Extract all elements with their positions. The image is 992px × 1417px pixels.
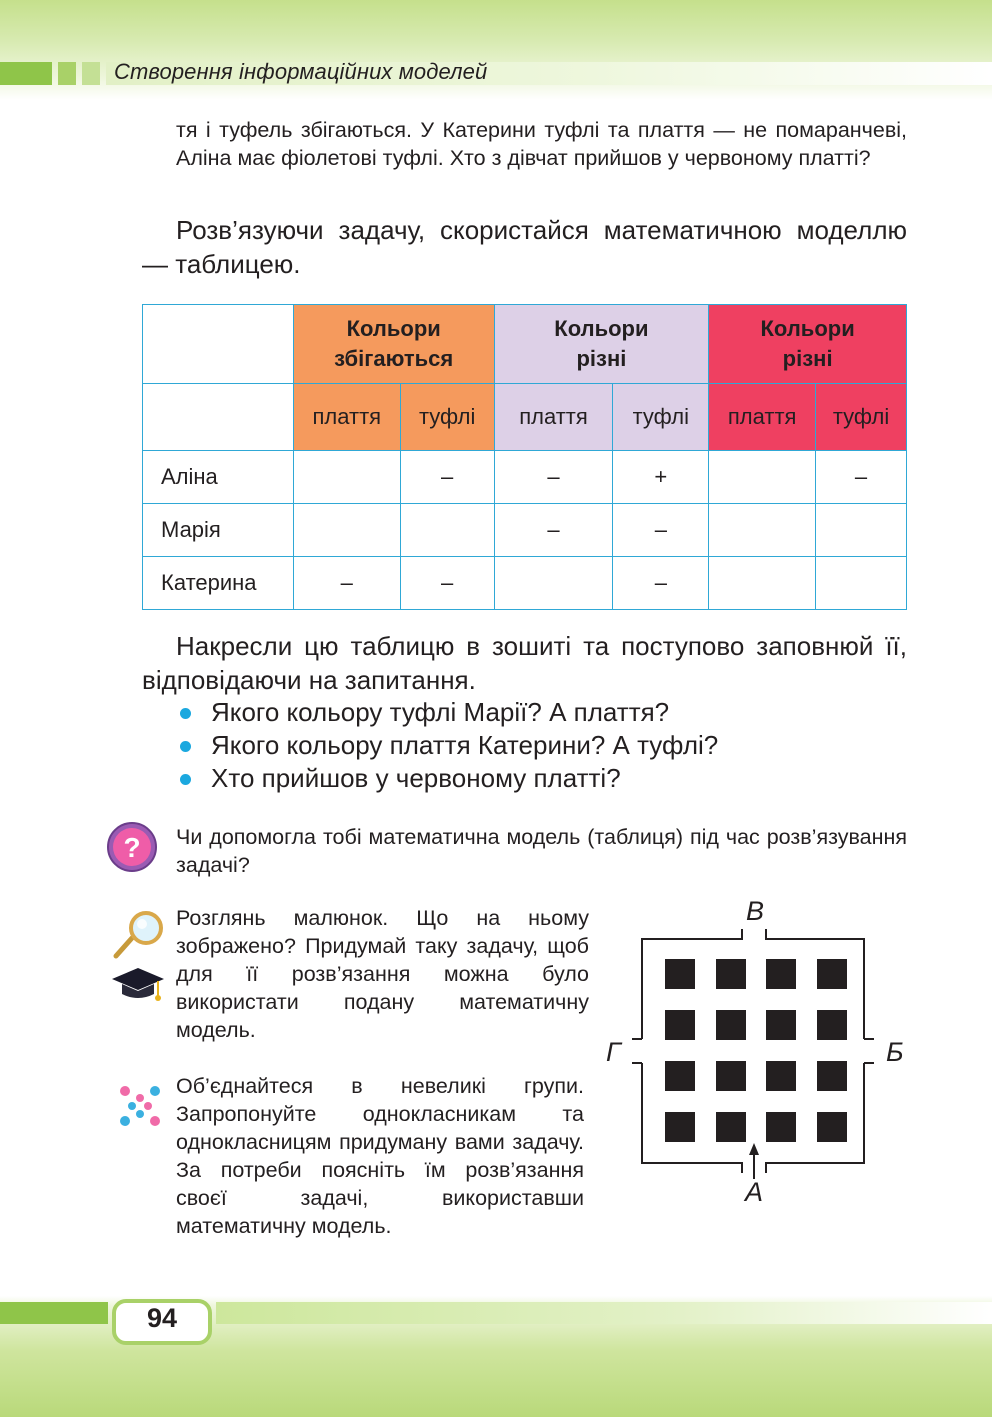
- subheader-cell: плаття: [293, 384, 400, 451]
- table-row: [143, 451, 907, 504]
- model-paragraph: Розв’язуючи задачу, скористайся математичною моделлю — таблицею.: [142, 215, 907, 279]
- task-draw-problem: Розглянь малюнок. Що на ньому зображено? Придумай таку задачу, щоб для її розв’язання можна було використати подану математичну модель.: [176, 906, 589, 1042]
- table-row: [143, 557, 907, 610]
- chapter-title: Створення інформаційних моделей: [114, 59, 488, 84]
- subheader-cell: туфлі: [613, 384, 709, 451]
- table-cell: [494, 557, 613, 610]
- page-number: 94: [146, 1303, 178, 1333]
- subheader-cell: туфлі: [400, 384, 494, 451]
- list-item: Якого кольору туфлі Марії? А плаття?: [178, 696, 718, 729]
- subheader-cell: плаття: [494, 384, 613, 451]
- table-cell: [709, 557, 816, 610]
- table-empty-cell: [143, 384, 294, 451]
- table-cell: [709, 504, 816, 557]
- maze-diagram: [600, 895, 920, 1215]
- table-corner-cell: [143, 305, 294, 384]
- table-cell: –: [494, 451, 613, 504]
- table-cell: +: [613, 451, 709, 504]
- row-name: Катерина: [143, 557, 294, 610]
- table-cell: –: [293, 557, 400, 610]
- table-row: [143, 504, 907, 557]
- svg-text:?: ?: [123, 832, 141, 863]
- table-cell: –: [400, 557, 494, 610]
- maze-label-bottom: А: [745, 1177, 764, 1207]
- group-header-match: Кольори збігаються: [293, 305, 494, 384]
- graduation-cap-icon: [110, 966, 166, 1006]
- question-list: [178, 696, 718, 795]
- maze-label-top: В: [746, 896, 765, 926]
- table-cell: [816, 504, 907, 557]
- subheader-cell: туфлі: [816, 384, 907, 451]
- header-background: [0, 0, 992, 100]
- list-item: Хто прийшов у червоному платті?: [178, 762, 718, 795]
- building-blocks: [665, 959, 847, 1142]
- group-work-icon: [116, 1082, 164, 1130]
- subheader-cell: плаття: [709, 384, 816, 451]
- table-cell: –: [494, 504, 613, 557]
- table-cell: –: [400, 451, 494, 504]
- bullet-icon: [180, 741, 191, 752]
- table-cell: –: [816, 451, 907, 504]
- maze-label-left: Г: [606, 1037, 621, 1067]
- magnifier-icon: [110, 908, 166, 960]
- group-header-different-2: Кольори різні: [709, 305, 907, 384]
- maze-label-right: Б: [886, 1037, 904, 1067]
- bullet-icon: [180, 708, 191, 719]
- group-header-different-1: Кольори різні: [494, 305, 709, 384]
- logic-table: [142, 304, 907, 610]
- reflection-question: Чи допомогла тобі математична модель (таблиця) під час розв’язування задачі?: [176, 825, 907, 877]
- table-cell: –: [613, 504, 709, 557]
- table-cell: [816, 557, 907, 610]
- table-cell: [400, 504, 494, 557]
- instruction-paragraph: Накресли цю таблицю в зошиті та поступово заповнюй її, відповідаючи на запитання.: [142, 631, 907, 695]
- row-name: Марія: [143, 504, 294, 557]
- table-cell: –: [613, 557, 709, 610]
- table-cell: [709, 451, 816, 504]
- list-item: Якого кольору плаття Катерини? А туфлі?: [178, 729, 718, 762]
- row-name: Аліна: [143, 451, 294, 504]
- table-cell: [293, 451, 400, 504]
- intro-paragraph: тя і туфель збігаються. У Катерини туфлі та плаття — не помаранчеві, Аліна має фіолетові туфлі. Хто з дівчат прийшов у червоному платті?: [176, 118, 907, 170]
- question-mark-icon: [106, 821, 158, 873]
- bullet-icon: [180, 774, 191, 785]
- table-cell: [293, 504, 400, 557]
- task-group-work: Об’єднайтеся в невеликі групи. Запропонуйте однокласникам та однокласницям придуману вами задачу. За потреби поясніть їм розв’язання своєї задачі, використавши математичну модель.: [176, 1074, 584, 1238]
